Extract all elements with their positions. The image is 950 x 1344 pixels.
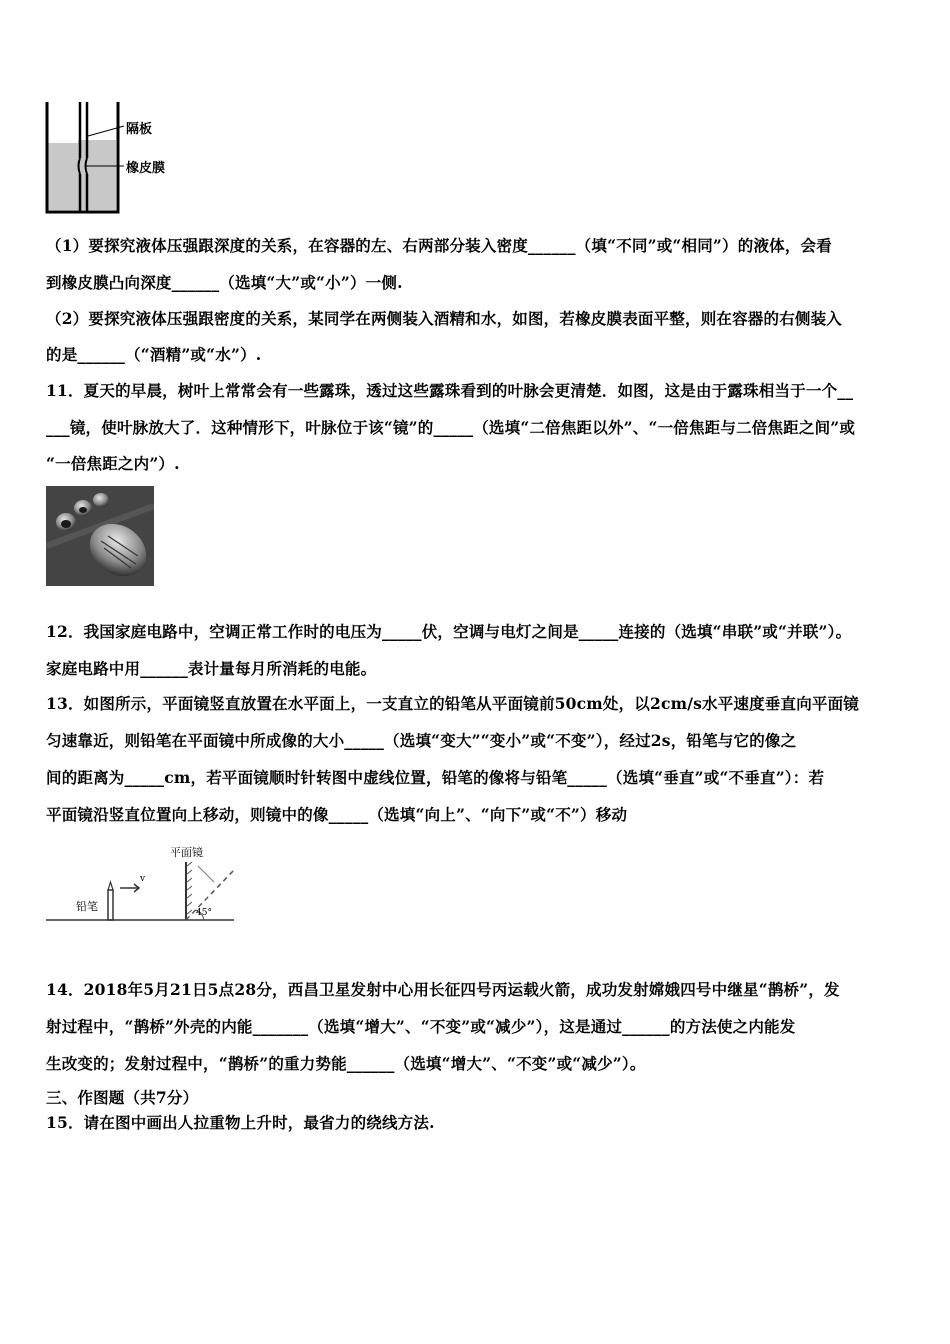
- label-plane-mirror: 平面镜: [170, 846, 203, 859]
- q14-line-1: 14．2018年5月21日5点28分，西昌卫星发射中心用长征四号丙运载火箭，成功发射嫦娥四号中继星“鹊桥”，发: [46, 980, 840, 999]
- q15-line-1: 15．请在图中画出人拉重物上升时，最省力的绕线方法.: [46, 1113, 435, 1132]
- section-title-drawing: 三、作图题（共7分）: [46, 1088, 199, 1107]
- label-velocity: v: [140, 874, 146, 884]
- q10-line-3: （2）要探究液体压强跟密度的关系，某同学在两侧装入酒精和水，如图，若橡皮膜表面平整，则在容器的右侧装入: [46, 309, 842, 328]
- dew-drops-photo: [46, 486, 154, 586]
- q12-line-2: 家庭电路中用______表计量每月所消耗的电能。: [46, 659, 377, 678]
- q13-line-4: 平面镜沿竖直位置向上移动，则镜中的像_____（选填“向上”、“向下”或“不”）移动: [46, 805, 628, 824]
- q14-line-2: 射过程中，“鹊桥”外壳的内能_______（选填“增大”、“不变”或“减少”），这是通过______的方法使之内能发: [46, 1017, 796, 1036]
- q10-line-2: 到橡皮膜凸向深度______（选填“大”或“小”）一侧.: [46, 273, 403, 292]
- q14-line-3: 生改变的；发射过程中，“鹊桥”的重力势能______（选填“增大”、“不变”或“减少”）。: [46, 1054, 646, 1073]
- q13-line-1: 13．如图所示，平面镜竖直放置在水平面上，一支直立的铅笔从平面镜前50cm处，以2cm/s水平速度垂直向平面镜: [46, 694, 859, 713]
- container-figure: [44, 100, 194, 218]
- q10-line-4: 的是______（“酒精”或“水”）.: [46, 345, 262, 364]
- q13-line-2: 匀速靠近，则铅笔在平面镜中所成像的大小_____（选填“变大”“变小”或“不变”），经过2s，铅笔与它的像之: [46, 731, 797, 750]
- q12-line-1: 12．我国家庭电路中，空调正常工作时的电压为_____伏，空调与电灯之间是_____连接的（选填“串联”或“并联”）。: [46, 622, 852, 641]
- label-rubber-membrane: 橡皮膜: [126, 161, 166, 176]
- q11-line-2: ___镜，使叶脉放大了．这种情形下，叶脉位于该“镜”的_____（选填“二倍焦距以外”、“一倍焦距与二倍焦距之间”或: [46, 418, 856, 437]
- q11-line-3: “一倍焦距之内”）.: [46, 454, 180, 473]
- label-pencil: 铅笔: [76, 900, 98, 913]
- label-partition: 隔板: [126, 122, 153, 137]
- mirror-pencil-figure: [46, 838, 238, 936]
- q11-line-1: 11．夏天的早晨，树叶上常常会有一些露珠，透过这些露珠看到的叶脉会更清楚．如图，这是由于露珠相当于一个__: [46, 381, 854, 400]
- label-angle: 45°: [196, 908, 212, 918]
- q13-line-3: 间的距离为_____cm，若平面镜顺时针转图中虚线位置，铅笔的像将与铅笔_____（选填“垂直”或“不垂直”）：若: [46, 768, 825, 787]
- q10-line-1: （1）要探究液体压强跟深度的关系，在容器的左、右两部分装入密度______（填“不同”或“相同”）的液体，会看: [46, 236, 832, 255]
